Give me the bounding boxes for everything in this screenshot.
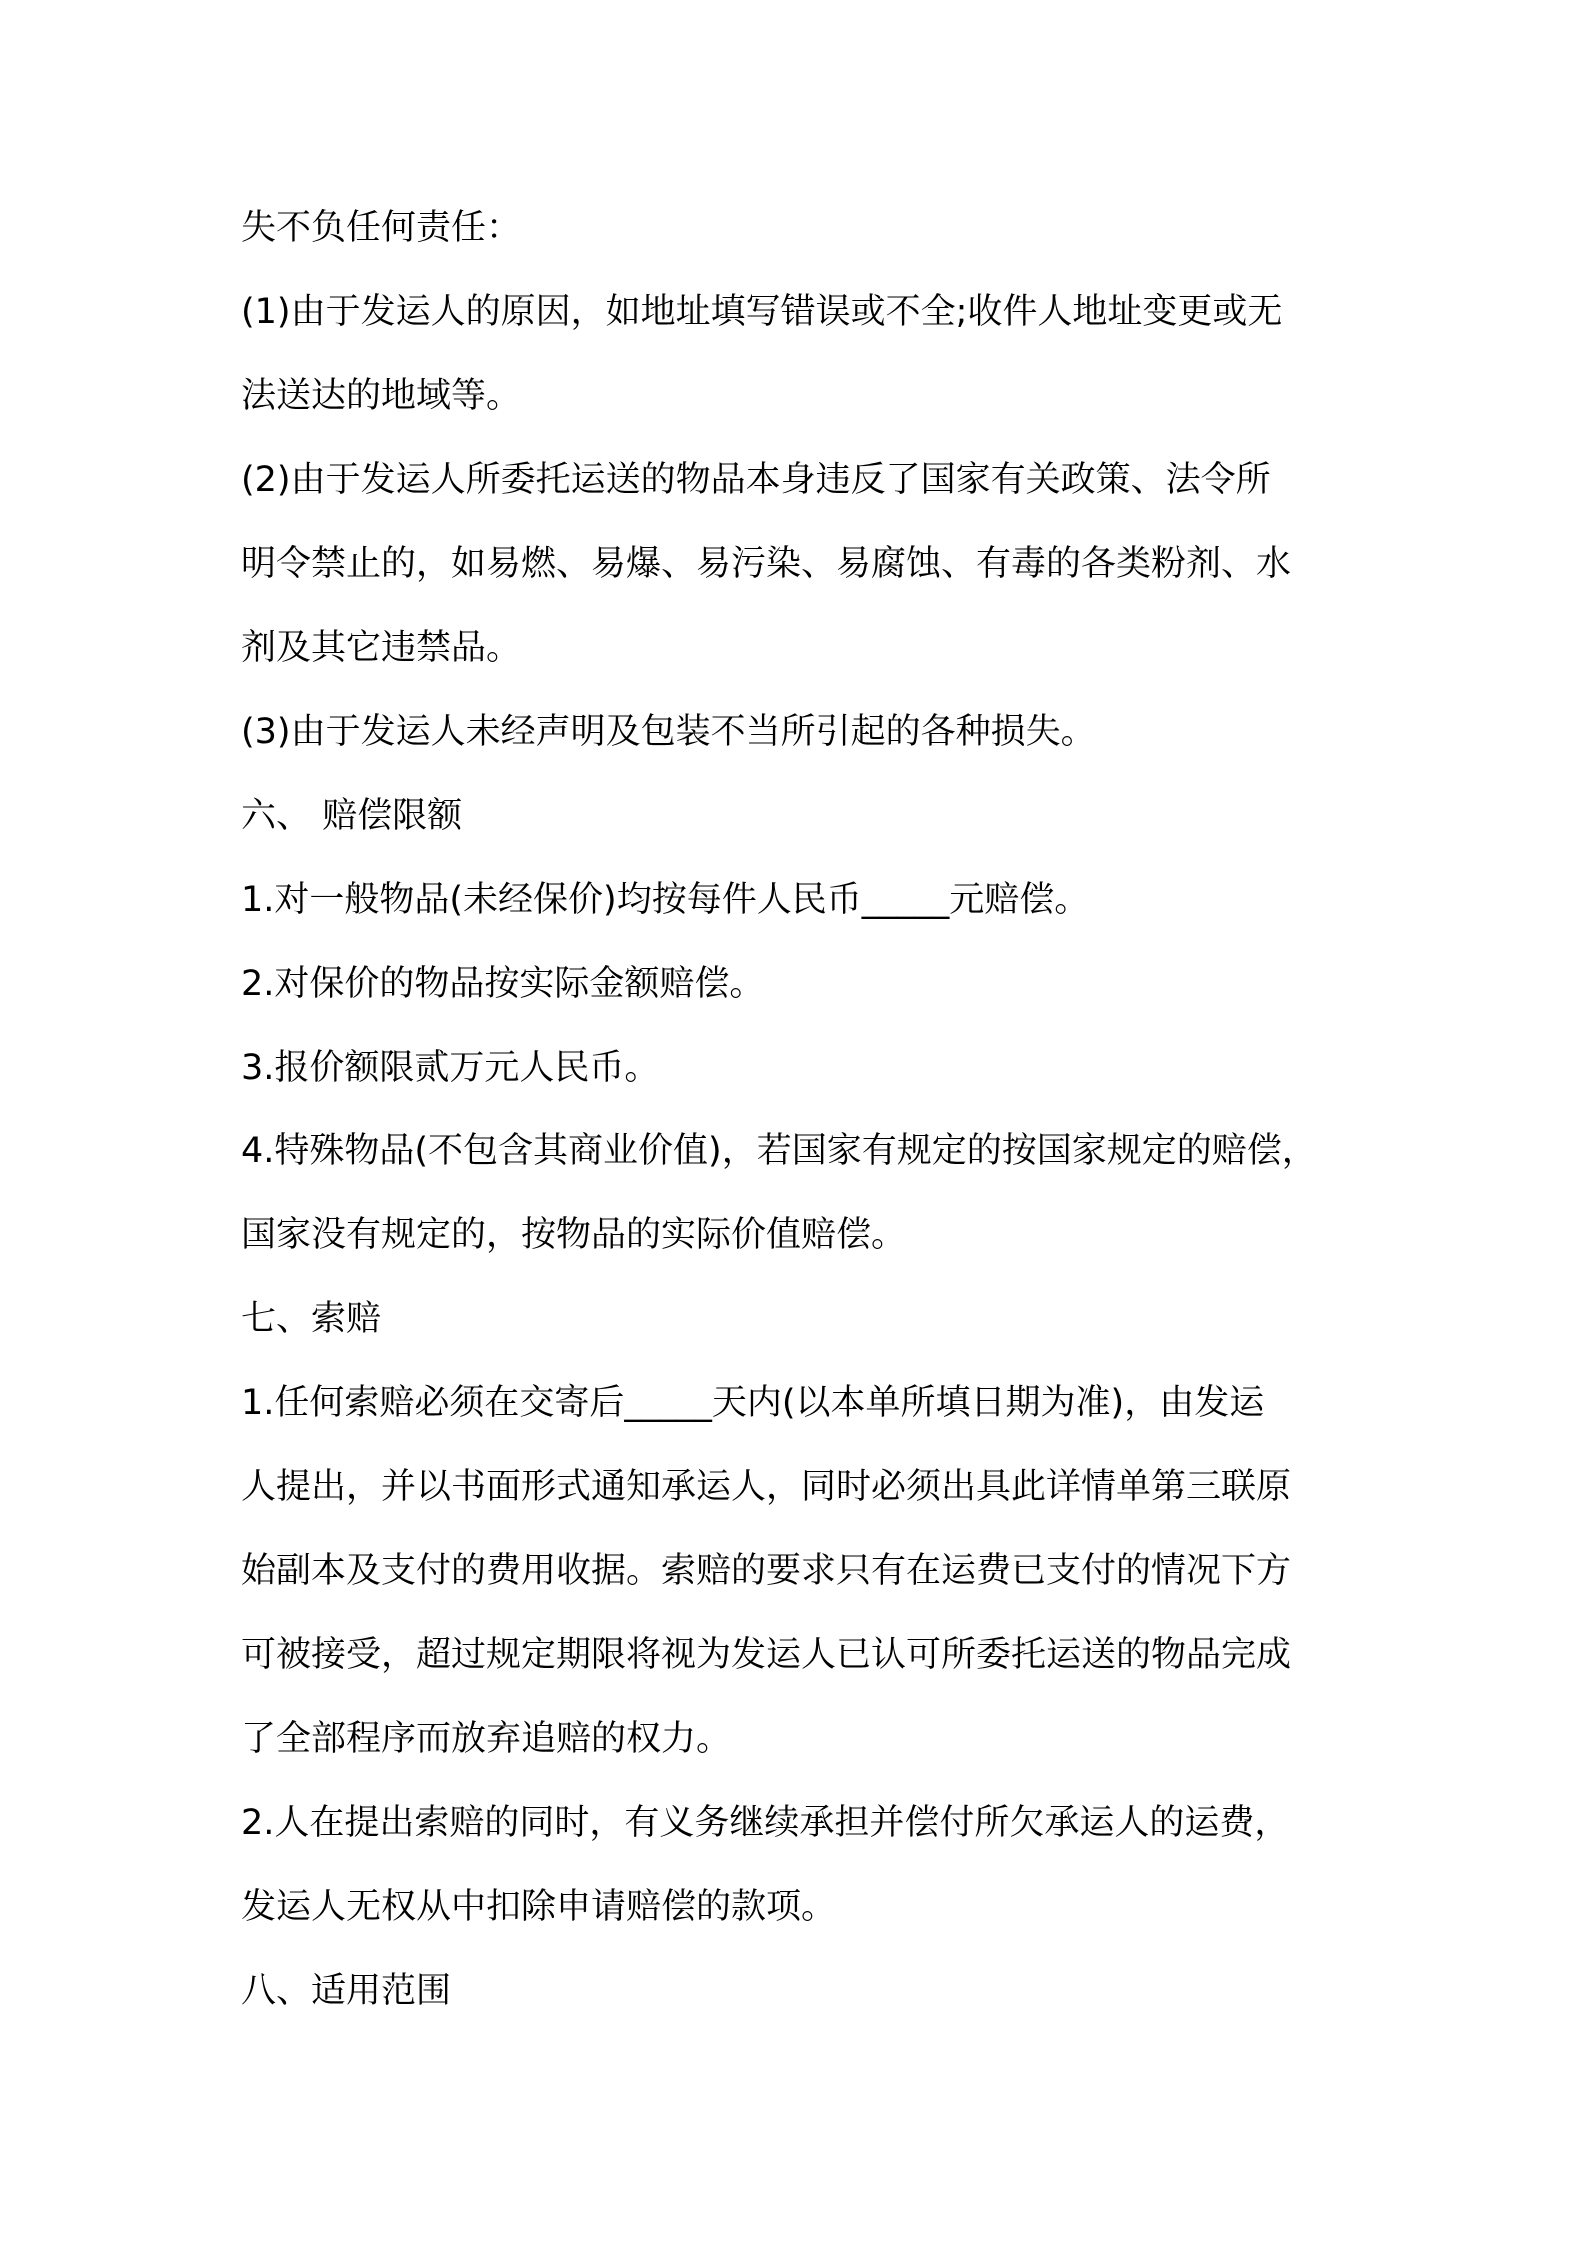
text-line: 4.特殊物品(不包含其商业价值)，若国家有规定的按国家规定的赔偿，	[241, 1131, 1317, 1171]
text-line: 法送达的地域等。	[241, 376, 522, 416]
text-line: (2)由于发运人所委托运送的物品本身违反了国家有关政策、法令所	[241, 460, 1271, 500]
text-line: (3)由于发运人未经声明及包装不当所引起的各种损失。	[241, 712, 1096, 752]
section-heading: 八、适用范围	[241, 1971, 452, 2011]
text-line: 明令禁止的，如易燃、易爆、易污染、易腐蚀、有毒的各类粉剂、水	[241, 544, 1292, 584]
text-line: 失不负任何责任：	[241, 208, 522, 248]
section-heading: 六、 赔偿限额	[241, 796, 463, 836]
text-line: 人提出，并以书面形式通知承运人，同时必须出具此详情单第三联原	[241, 1467, 1292, 1507]
text-line: 1.对一般物品(未经保价)均按每件人民币_____元赔偿。	[241, 880, 1090, 920]
text-line: 1.任何索赔必须在交寄后_____天内(以本单所填日期为准)，由发运	[241, 1383, 1265, 1423]
text-line: 始副本及支付的费用收据。索赔的要求只有在运费已支付的情况下方	[241, 1551, 1292, 1591]
text-line: 剂及其它违禁品。	[241, 628, 522, 668]
text-line: 了全部程序而放弃追赔的权力。	[241, 1719, 732, 1759]
text-line: 2.对保价的物品按实际金额赔偿。	[241, 964, 765, 1004]
text-line: 2.人在提出索赔的同时，有义务继续承担并偿付所欠承运人的运费，	[241, 1803, 1290, 1843]
text-line: (1)由于发运人的原因，如地址填写错误或不全;收件人地址变更或无	[241, 292, 1283, 332]
text-line: 可被接受，超过规定期限将视为发运人已认可所委托运送的物品完成	[241, 1635, 1292, 1675]
text-line: 3.报价额限贰万元人民币。	[241, 1048, 660, 1088]
text-line: 国家没有规定的，按物品的实际价值赔偿。	[241, 1215, 907, 1255]
section-heading: 七、索赔	[241, 1299, 382, 1339]
text-line: 发运人无权从中扣除申请赔偿的款项。	[241, 1887, 837, 1927]
